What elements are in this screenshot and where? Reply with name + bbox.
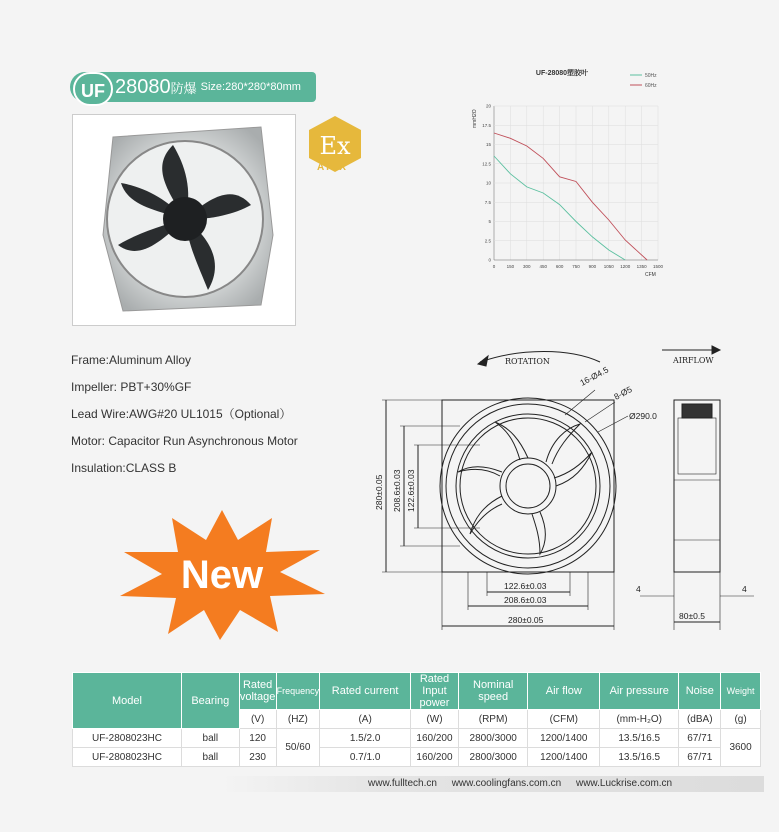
- venturi-inner-circle: [460, 418, 596, 554]
- unit-noise: (dBA): [679, 710, 721, 729]
- cell-current: 0.7/1.0: [320, 748, 411, 767]
- side-4-right: 4: [742, 584, 747, 594]
- fan-illustration: [73, 115, 295, 325]
- footer-links: [368, 778, 682, 789]
- dim-w-outer: 280±0.05: [508, 615, 544, 625]
- cell-current: 1.5/2.0: [320, 729, 411, 748]
- chart-ylabel: mmH2O: [472, 109, 478, 128]
- unit-airflow: (CFM): [528, 710, 600, 729]
- unit-pressure: (mm-H₂O): [600, 710, 679, 729]
- cell-power: 160/200: [411, 729, 459, 748]
- cell-bearing: ball: [181, 748, 239, 767]
- chart-ytick-label: 10: [485, 180, 491, 186]
- dim-w-mid: 208.6±0.03: [504, 595, 547, 605]
- frame-circle-outer: [440, 398, 616, 574]
- model-size: Size:280*280*80mm: [200, 81, 301, 93]
- footer-link-coolingfans[interactable]: www.coolingfans.com.cn: [451, 778, 562, 789]
- new-text: New: [180, 553, 264, 597]
- col-pressure: Air pressure: [600, 673, 679, 710]
- chart-title: UF-28080塑胶叶: [535, 70, 589, 77]
- spec-table: [72, 672, 761, 767]
- chart-ytick-label: 17.5: [482, 122, 491, 128]
- unit-current: (A): [320, 710, 411, 729]
- fan-photo: [72, 114, 296, 326]
- side-view-terminal: [678, 418, 716, 474]
- dim-h-mid: 208.6±0.03: [392, 469, 402, 512]
- model-suffix: 防爆: [170, 81, 197, 96]
- chart-ytick-label: 12.5: [482, 161, 491, 167]
- leader-holes-a: [565, 390, 595, 415]
- diameter-label: Ø290.0: [629, 411, 657, 421]
- cell-pressure: 13.5/16.5: [600, 748, 679, 767]
- chart-xtick-label: 300: [523, 264, 531, 269]
- col-power: Rated Input power: [411, 673, 459, 710]
- model-title: [115, 74, 301, 102]
- atex-ex-symbol: Ex: [319, 132, 351, 160]
- legend-60hz-label: 60Hz: [645, 83, 657, 89]
- chart-xtick-label: 1500: [652, 264, 664, 269]
- spec-insulation: Insulation:CLASS B: [71, 461, 177, 475]
- col-voltage: Rated voltage: [239, 673, 276, 710]
- unit-frequency: (HZ): [276, 710, 320, 729]
- chart-xtick-label: 150: [506, 264, 515, 269]
- cell-speed: 2800/3000: [458, 748, 528, 767]
- unit-speed: (RPM): [458, 710, 528, 729]
- performance-chart: [462, 58, 662, 288]
- leader-holes-b: [585, 402, 615, 422]
- fan-hub: [163, 197, 207, 241]
- chart-xtick-label: 0: [492, 264, 496, 269]
- footer-link-fulltech[interactable]: www.fulltech.cn: [368, 778, 437, 789]
- cell-bearing: ball: [181, 729, 239, 748]
- cell-voltage: 230: [239, 748, 276, 767]
- footer-link-luckrise[interactable]: www.Luckrise.com.cn: [575, 778, 673, 789]
- chart-svg: [462, 58, 662, 288]
- atex-label: ATEX: [317, 162, 347, 173]
- chart-ytick-label: 20: [485, 103, 491, 109]
- cell-frequency: 50/60: [276, 729, 320, 767]
- chart-ytick-label: 7.5: [484, 199, 491, 205]
- hub-inner-circle: [506, 464, 550, 508]
- cell-model: UF-2808023HC: [73, 729, 182, 748]
- dimension-drawing: [370, 340, 770, 640]
- cell-weight: 3600: [721, 729, 761, 767]
- side-view-outline: [674, 400, 720, 572]
- col-frequency: Frequency: [276, 673, 320, 710]
- cell-model: UF-2808023HC: [73, 748, 182, 767]
- chart-ytick-label: 0: [488, 257, 491, 263]
- holes-a-label: 16-Ø4.5: [578, 364, 611, 388]
- cell-power: 160/200: [411, 748, 459, 767]
- chart-ytick-label: 5: [488, 219, 491, 224]
- rotation-label: ROTATION: [505, 357, 550, 366]
- model-number: 28080: [115, 76, 171, 98]
- cell-airflow: 1200/1400: [528, 748, 600, 767]
- col-noise: Noise: [679, 673, 721, 710]
- spec-motor: Motor: Capacitor Run Asynchronous Motor: [71, 434, 298, 448]
- holes-b-label: 8-Ø5: [612, 384, 634, 402]
- chart-xtick-label: 1050: [603, 264, 614, 269]
- cell-noise: 67/71: [679, 729, 721, 748]
- dim-w-inner: 122.6±0.03: [504, 581, 547, 591]
- unit-weight: (g): [721, 710, 761, 729]
- chart-xtick-label: 1350: [636, 264, 647, 269]
- drawing-blades: [458, 422, 592, 554]
- spec-impeller: Impeller: PBT+30%GF: [71, 380, 192, 394]
- spec-lead-wire: Lead Wire:AWG#20 UL1015（Optional）: [71, 407, 292, 421]
- unit-power: (W): [411, 710, 459, 729]
- chart-xtick-label: 1200: [620, 264, 631, 269]
- cell-noise: 67/71: [679, 748, 721, 767]
- col-current: Rated current: [320, 673, 411, 710]
- cell-speed: 2800/3000: [458, 729, 528, 748]
- table-row: [73, 729, 761, 748]
- chart-xtick-label: 600: [555, 264, 564, 269]
- side-4-left: 4: [636, 584, 641, 594]
- table-row: [73, 748, 761, 767]
- chart-xlabel: CFM: [645, 272, 656, 278]
- chart-ytick-label: 15: [485, 142, 491, 147]
- chart-xtick-label: 450: [539, 264, 547, 269]
- legend-50hz-label: 50Hz: [645, 73, 657, 79]
- col-airflow: Air flow: [528, 673, 600, 710]
- col-speed: Nominal speed: [458, 673, 528, 710]
- side-depth: 80±0.5: [679, 611, 705, 621]
- airflow-arrowhead: [712, 346, 720, 354]
- airflow-label: AIRFLOW: [673, 356, 714, 365]
- spec-list: [71, 347, 298, 482]
- unit-voltage: (V): [239, 710, 276, 729]
- col-model: Model: [73, 673, 182, 729]
- cell-pressure: 13.5/16.5: [600, 729, 679, 748]
- table-header-row: [73, 673, 761, 710]
- dim-h-outer: 280±0.05: [374, 474, 384, 510]
- chart-xtick-label: 900: [588, 264, 597, 269]
- leader-diameter: [598, 416, 628, 432]
- chart-ytick-label: 2.5: [484, 238, 491, 244]
- chart-xtick-label: 750: [572, 264, 580, 269]
- dim-h-inner: 122.6±0.03: [406, 469, 416, 512]
- rotation-arrowhead: [478, 356, 488, 366]
- spec-frame: Frame:Aluminum Alloy: [71, 353, 192, 367]
- col-bearing: Bearing: [181, 673, 239, 729]
- cell-voltage: 120: [239, 729, 276, 748]
- new-badge: [120, 510, 325, 640]
- uf-logo: UF: [73, 72, 113, 106]
- cell-airflow: 1200/1400: [528, 729, 600, 748]
- col-weight: Weight: [721, 673, 761, 710]
- front-frame-outline: [442, 400, 614, 572]
- frame-circle: [446, 404, 610, 568]
- hub-circle: [500, 458, 556, 514]
- venturi-circle: [456, 414, 600, 558]
- side-view-connector: [682, 404, 712, 418]
